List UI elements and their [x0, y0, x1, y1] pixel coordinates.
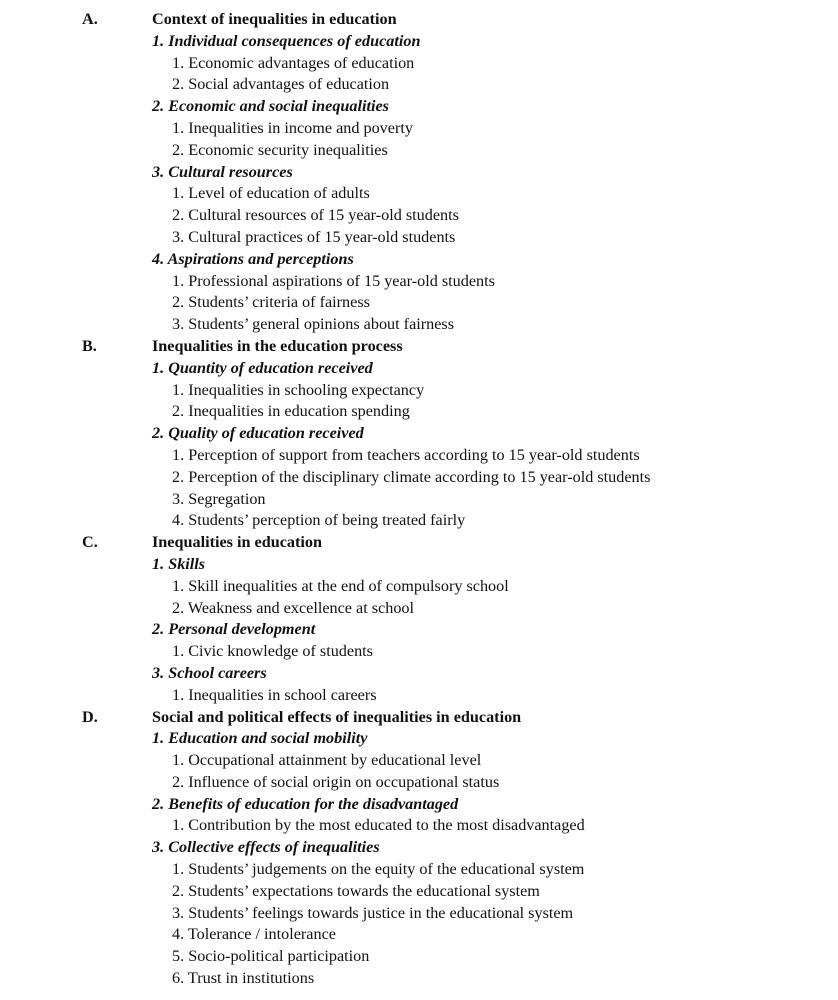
list-item-text: 2. Weakness and excellence at school — [172, 598, 415, 617]
subsection-title: 3. Cultural resources — [152, 162, 293, 181]
list-item — [0, 183, 838, 205]
subsection-title: 1. Skills — [152, 554, 206, 573]
section-c — [0, 532, 838, 706]
list-item — [0, 205, 838, 227]
subsection-header — [0, 794, 838, 816]
item-list — [0, 118, 838, 162]
list-item-text: 6. Trust in institutions — [172, 969, 315, 988]
section-a — [0, 9, 838, 336]
list-item — [0, 968, 838, 990]
item-list — [0, 576, 838, 620]
section-header — [0, 532, 838, 554]
section-title: Inequalities in the education process — [152, 336, 403, 355]
section-letter: A. — [82, 10, 98, 28]
subsection-title: 1. Education and social mobility — [152, 729, 368, 748]
list-item-text: 4. Students’ perception of being treated fairly — [172, 511, 466, 530]
section-header — [0, 707, 838, 729]
subsection-title: 3. School careers — [152, 663, 267, 682]
list-item — [0, 445, 838, 467]
list-item-text: 1. Contribution by the most educated to the most disadvantaged — [172, 816, 585, 835]
list-item — [0, 685, 838, 707]
subsection-header — [0, 619, 838, 641]
list-item-text: 3. Cultural practices of 15 year-old students — [172, 227, 456, 246]
subsection-title: 3. Collective effects of inequalities — [152, 838, 380, 857]
section-d — [0, 707, 838, 990]
section-b — [0, 336, 838, 532]
subsection — [0, 663, 838, 707]
item-list — [0, 445, 838, 532]
subsection — [0, 794, 838, 838]
list-item — [0, 815, 838, 837]
list-item — [0, 227, 838, 249]
list-item-text: 1. Level of education of adults — [172, 184, 370, 203]
list-item — [0, 140, 838, 162]
subsection-header — [0, 96, 838, 118]
list-item — [0, 750, 838, 772]
section-letter: C. — [82, 533, 98, 552]
list-item — [0, 881, 838, 903]
list-item-text: 1. Perception of support from teachers according to 15 year-old students — [172, 445, 640, 464]
list-item-text: 1. Professional aspirations of 15 year-old students — [172, 271, 495, 290]
subsection-title: 2. Personal development — [152, 620, 316, 639]
item-list — [0, 815, 838, 837]
subsection-header — [0, 837, 838, 859]
subsection-header — [0, 728, 838, 750]
list-item-text: 1. Civic knowledge of students — [172, 642, 373, 661]
item-list — [0, 380, 838, 424]
item-list — [0, 53, 838, 97]
list-item — [0, 598, 838, 620]
list-item — [0, 576, 838, 598]
item-list — [0, 685, 838, 707]
subsection-header — [0, 249, 838, 271]
list-item — [0, 380, 838, 402]
list-item-text: 2. Cultural resources of 15 year-old students — [172, 206, 459, 225]
subsection — [0, 619, 838, 663]
subsection — [0, 554, 838, 619]
subsection-header — [0, 663, 838, 685]
list-item-text: 1. Students’ judgements on the equity of the educational system — [172, 860, 585, 879]
list-item — [0, 489, 838, 511]
subsection — [0, 728, 838, 793]
subsection-header — [0, 358, 838, 380]
subsection — [0, 423, 838, 532]
section-letter: D. — [82, 707, 98, 726]
subsection-header — [0, 423, 838, 445]
list-item — [0, 510, 838, 532]
list-item-text: 4. Tolerance / intolerance — [172, 925, 336, 944]
list-item-text: 2. Students’ criteria of fairness — [172, 293, 370, 312]
list-item — [0, 118, 838, 140]
section-title: Context of inequalities in education — [152, 10, 397, 28]
subsection-title: 1. Individual consequences of education — [152, 31, 421, 50]
list-item — [0, 401, 838, 423]
section-title: Social and political effects of inequalities in education — [152, 707, 522, 726]
item-list — [0, 271, 838, 336]
item-list — [0, 183, 838, 248]
list-item — [0, 53, 838, 75]
list-item-text: 5. Socio-political participation — [172, 947, 370, 966]
list-item-text: 1. Inequalities in school careers — [172, 685, 377, 704]
list-item-text: 1. Occupational attainment by educational level — [172, 751, 482, 770]
subsection-title: 2. Benefits of education for the disadvantaged — [152, 794, 459, 813]
subsection — [0, 162, 838, 249]
list-item-text: 2. Students’ expectations towards the educational system — [172, 881, 540, 900]
subsection-header — [0, 554, 838, 576]
list-item-text: 1. Skill inequalities at the end of compulsory school — [172, 576, 509, 595]
list-item — [0, 292, 838, 314]
list-item — [0, 271, 838, 293]
list-item-text: 2. Inequalities in education spending — [172, 402, 410, 421]
section-title: Inequalities in education — [152, 533, 323, 552]
list-item-text: 2. Economic security inequalities — [172, 140, 388, 159]
list-item-text: 1. Inequalities in schooling expectancy — [172, 380, 425, 399]
item-list — [0, 641, 838, 663]
subsection — [0, 837, 838, 990]
subsection-title: 4. Aspirations and perceptions — [152, 249, 354, 268]
item-list — [0, 750, 838, 794]
list-item — [0, 859, 838, 881]
list-item-text: 2. Perception of the disciplinary climate according to 15 year-old students — [172, 467, 651, 486]
subsection — [0, 96, 838, 161]
subsection-header — [0, 31, 838, 53]
list-item — [0, 314, 838, 336]
list-item — [0, 467, 838, 489]
subsection-title: 2. Quality of education received — [152, 424, 364, 443]
list-item-text: 3. Students’ general opinions about fairness — [172, 315, 455, 334]
subsection-header — [0, 162, 838, 184]
subsection — [0, 358, 838, 423]
list-item — [0, 903, 838, 925]
item-list — [0, 859, 838, 990]
subsection-title: 1. Quantity of education received — [152, 358, 373, 377]
list-item-text: 1. Inequalities in income and poverty — [172, 118, 413, 137]
list-item-text: 1. Economic advantages of education — [172, 53, 415, 72]
list-item-text: 2. Social advantages of education — [172, 75, 390, 94]
list-item — [0, 641, 838, 663]
section-letter: B. — [82, 336, 97, 355]
list-item-text: 2. Influence of social origin on occupational status — [172, 772, 500, 791]
list-item-text: 3. Segregation — [172, 489, 266, 508]
list-item — [0, 924, 838, 946]
section-header — [0, 336, 838, 358]
subsection — [0, 249, 838, 336]
list-item — [0, 946, 838, 968]
document-outline — [0, 9, 838, 990]
list-item-text: 3. Students’ feelings towards justice in the educational system — [172, 903, 574, 922]
subsection — [0, 31, 838, 96]
subsection-title: 2. Economic and social inequalities — [152, 97, 389, 116]
list-item — [0, 772, 838, 794]
section-header — [0, 9, 838, 31]
list-item — [0, 74, 838, 96]
